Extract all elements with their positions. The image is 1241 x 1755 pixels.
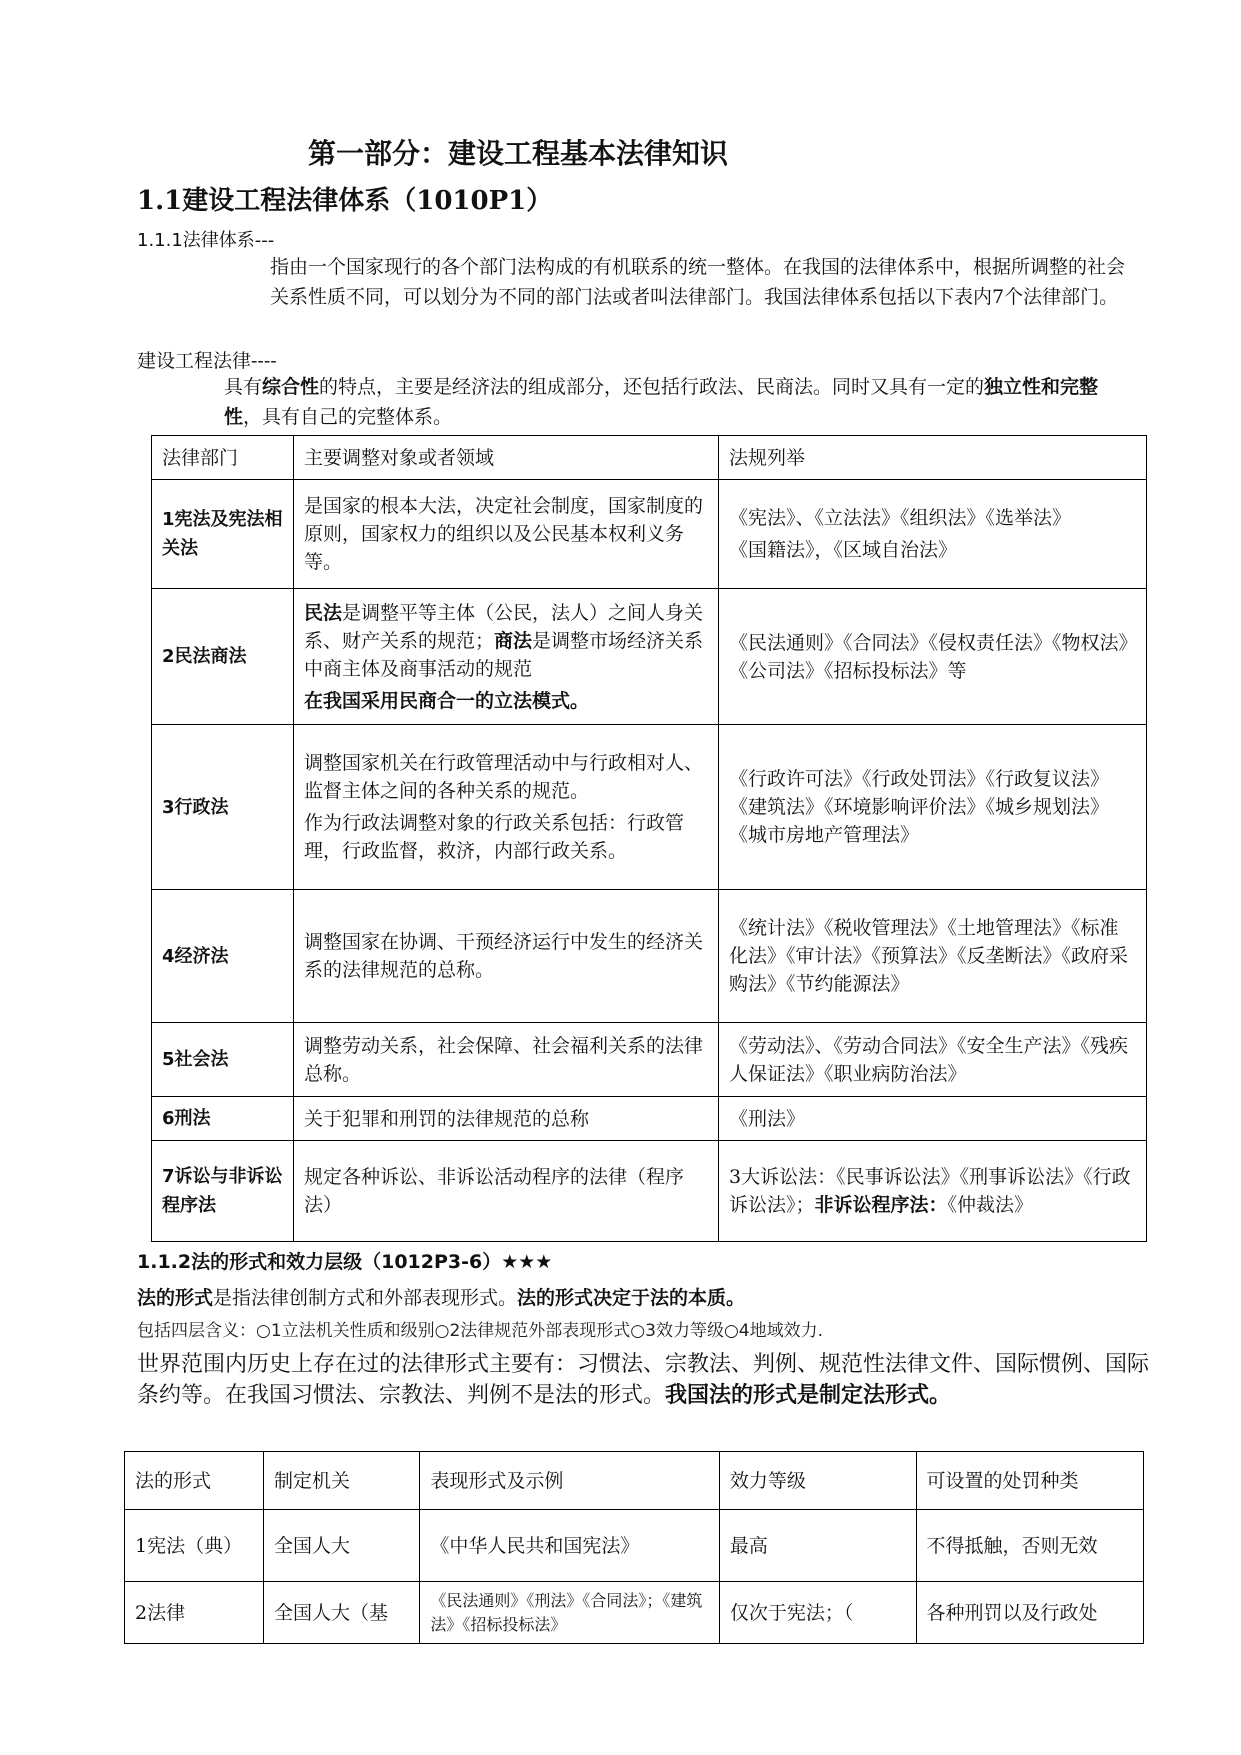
dept-cell: 6刑法 [152,1097,294,1141]
law-forms-table [124,1451,1144,1644]
table-cell: 《中华人民共和国宪法》 [420,1510,720,1582]
scope-cell: 调整劳动关系，社会保障、社会福利关系的法律总称。 [294,1023,719,1097]
laws-cell: 《劳动法》、《劳动合同法》《安全生产法》《残疾人保证法》《职业病防治法》 [719,1023,1147,1097]
subsection-heading-law-forms: 1.1.2法的形式和效力层级（1012P3-6）★★★ [137,1251,553,1273]
laws-cell: 《刑法》 [719,1097,1147,1141]
construction-law-description: 具有综合性的特点，主要是经济法的组成部分，还包括行政法、民商法。同时又具有一定的独立性和完整性，具有自己的完整体系。 [224,376,1099,428]
table-row [152,890,1147,1023]
law-form-definition: 法的形式是指法律创制方式和外部表现形式。法的形式决定于法的本质。 [137,1287,746,1309]
header-cell: 制定机关 [263,1452,419,1510]
law-form-meanings: 包括四层含义：○1立法机关性质和级别○2法律规范外部表现形式○3效力等级○4地域效力. [137,1321,823,1341]
header-cell: 法规列举 [719,436,1147,480]
scope-cell: 调整国家机关在行政管理活动中与行政相对人、监督主体之间的各种关系的规范。 作为行政法调整对象的行政关系包括：行政管理，行政监督，救济，内部行政关系。 [294,725,719,890]
header-cell: 效力等级 [719,1452,916,1510]
table-cell: 2法律 [125,1582,264,1644]
header-cell: 表现形式及示例 [420,1452,720,1510]
table-row [152,1141,1147,1242]
table-row [125,1510,1144,1582]
subsection-heading-legal-system: 1.1.1法律体系--- [137,230,275,251]
dept-cell: 5社会法 [152,1023,294,1097]
dept-cell: 2民法商法 [152,589,294,725]
table-cell: 全国人大（基 [263,1582,419,1644]
laws-cell: 《民法通则》《合同法》《侵权责任法》《物权法》《公司法》《招标投标法》等 [719,589,1147,725]
table-cell: 全国人大 [263,1510,419,1582]
table-cell: 不得抵触，否则无效 [916,1510,1144,1582]
table-row [152,589,1147,725]
scope-cell: 规定各种诉讼、非诉讼活动程序的法律（程序法） [294,1141,719,1242]
table-header-row [125,1452,1144,1510]
header-cell: 可设置的处罚种类 [916,1452,1144,1510]
table-row [152,1097,1147,1141]
table-row [152,480,1147,589]
scope-cell: 民法是调整平等主体（公民，法人）之间人身关系、财产关系的规范；商法是调整市场经济关系中商主体及商事活动的规范 在我国采用民商合一的立法模式。 [294,589,719,725]
scope-cell: 是国家的根本大法，决定社会制度，国家制度的原则，国家权力的组织以及公民基本权利义务等。 [294,480,719,589]
legal-system-definition: 指由一个国家现行的各个部门法构成的有机联系的统一整体。在我国的法律体系中，根据所调整的社会关系性质不同，可以划分为不同的部门法或者叫法律部门。我国法律体系包括以下表内7个法律部门。 [270,256,1126,308]
scope-cell: 调整国家在协调、干预经济运行中发生的经济关系的法律规范的总称。 [294,890,719,1023]
table-row [152,725,1147,890]
laws-cell: 《宪法》、《立法法》《组织法》《选举法》 《国籍法》，《区域自治法》 [719,480,1147,589]
table-cell: 《民法通则》《刑法》《合同法》；《建筑法》《招标投标法》 [420,1582,720,1644]
table-row [125,1582,1144,1644]
laws-cell: 《统计法》《税收管理法》《土地管理法》《标准化法》《审计法》《预算法》《反垄断法》《政府采购法》《节约能源法》 [719,890,1147,1023]
construction-law-heading: 建设工程法律---- [137,350,277,372]
dept-cell: 3行政法 [152,725,294,890]
legal-departments-table [151,435,1147,1242]
laws-cell: 《行政许可法》《行政处罚法》《行政复议法》《建筑法》《环境影响评价法》《城乡规划法》《城市房地产管理法》 [719,725,1147,890]
table-row [152,1023,1147,1097]
header-cell: 主要调整对象或者领域 [294,436,719,480]
part-title: 第一部分：建设工程基本法律知识 [308,137,729,170]
header-cell: 法的形式 [125,1452,264,1510]
dept-cell: 4经济法 [152,890,294,1023]
section-title: 1.1建设工程法律体系（1010P1） [137,186,553,216]
table-cell: 各种刑罚以及行政处 [916,1582,1144,1644]
law-forms-history: 世界范围内历史上存在过的法律形式主要有：习惯法、宗教法、判例、规范性法律文件、国际惯例、国际条约等。在我国习惯法、宗教法、判例不是法的形式。我国法的形式是制定法形式。 [137,1352,1150,1408]
dept-cell: 1宪法及宪法相关法 [152,480,294,589]
laws-cell: 3大诉讼法：《民事诉讼法》《刑事诉讼法》《行政诉讼法》；非诉讼程序法：《仲裁法》 [719,1141,1147,1242]
dept-cell: 7诉讼与非诉讼程序法 [152,1141,294,1242]
scope-cell: 关于犯罪和刑罚的法律规范的总称 [294,1097,719,1141]
table-cell: 最高 [719,1510,916,1582]
header-cell: 法律部门 [152,436,294,480]
table-cell: 仅次于宪法；（ [719,1582,916,1644]
table-cell: 1宪法（典） [125,1510,264,1582]
table-header-row [152,436,1147,480]
